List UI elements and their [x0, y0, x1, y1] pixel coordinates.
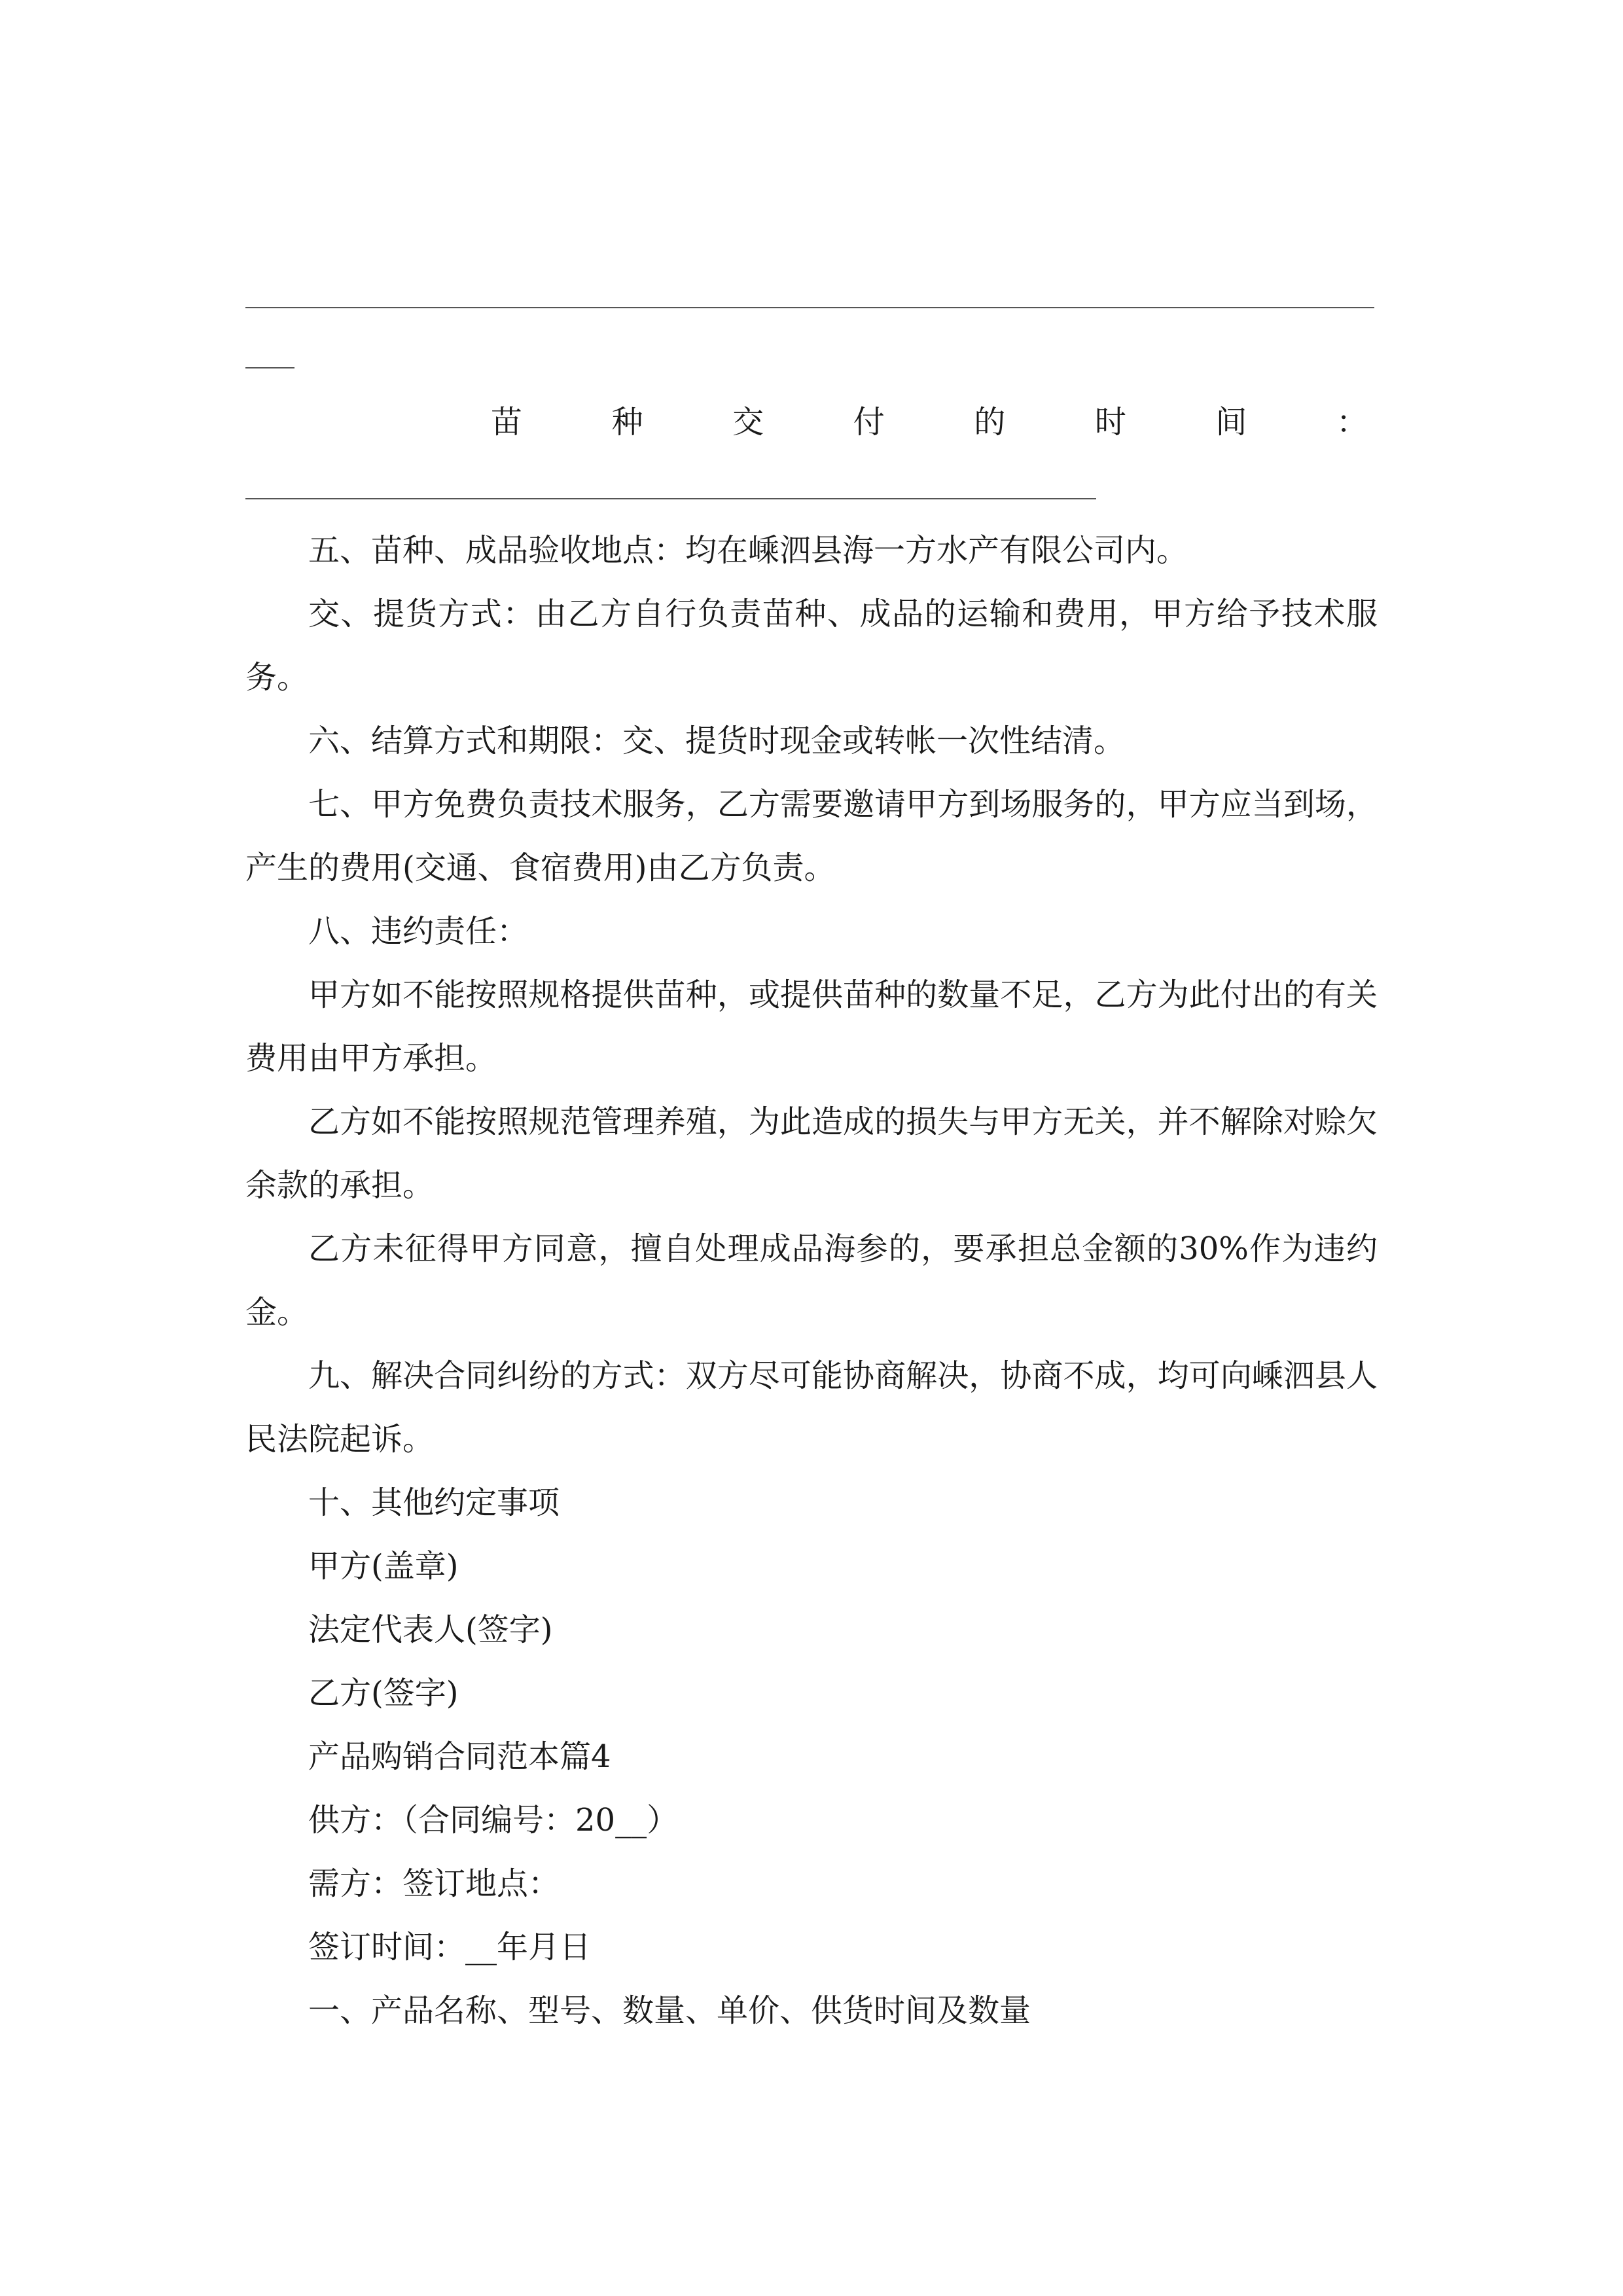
clause-inspection-location: 五、苗种、成品验收地点：均在嵊泗县海一方水产有限公司内。 [308, 532, 1188, 569]
clause-breach-heading: 八、违约责任： [308, 913, 529, 950]
clause-breach-party-b: 乙方如不能按照规范管理养殖，为此造成的损失与甲方无关，并不解除对赊欠余款的承担。 [245, 1103, 1378, 1204]
signature-legal-rep: 法定代表人(签字) [308, 1611, 553, 1648]
heading-char: ： [1336, 403, 1368, 440]
section-title-template-4: 产品购销合同范本篇4 [308, 1738, 611, 1775]
heading-char: 的 [974, 403, 1006, 440]
blank-fill-line [245, 307, 1374, 308]
heading-char: 苗 [491, 403, 523, 440]
heading-char: 种 [611, 403, 643, 440]
signing-date-line: 签订时间：__年月日 [308, 1929, 592, 1965]
delivery-time-heading [491, 396, 1368, 442]
clause-product-details: 一、产品名称、型号、数量、单价、供货时间及数量 [308, 1992, 1031, 2029]
contract-body [245, 519, 1378, 2043]
heading-char: 付 [853, 403, 885, 440]
heading-char: 交 [732, 403, 764, 440]
heading-char: 间 [1215, 403, 1247, 440]
delivery-time-fill-line [245, 498, 1096, 499]
heading-char: 时 [1094, 403, 1126, 440]
supplier-line: 供方：（合同编号：20__） [308, 1802, 679, 1839]
clause-technical-service: 七、甲方免费负责技术服务，乙方需要邀请甲方到场服务的，甲方应当到场，产生的费用(交通、食宿费用)由乙方负责。 [245, 786, 1378, 886]
clause-dispute-resolution: 九、解决合同纠纷的方式：双方尽可能协商解决，协商不成，均可向嵊泗县人民法院起诉。 [245, 1357, 1378, 1458]
buyer-line: 需方：签订地点： [308, 1865, 560, 1902]
signature-party-b: 乙方(签字) [308, 1675, 459, 1712]
clause-breach-party-a: 甲方如不能按照规格提供苗种，或提供苗种的数量不足，乙方为此付出的有关费用由甲方承担。 [245, 977, 1378, 1077]
signature-party-a: 甲方(盖章) [308, 1548, 459, 1585]
blank-fill-line-tail [245, 367, 294, 368]
clause-settlement: 六、结算方式和期限：交、提货时现金或转帐一次性结清。 [308, 723, 1126, 759]
clause-breach-penalty: 乙方未征得甲方同意，擅自处理成品海参的，要承担总金额的30%作为违约金。 [245, 1230, 1378, 1331]
clause-pickup-method: 交、提货方式：由乙方自行负责苗种、成品的运输和费用，甲方给予技术服务。 [245, 596, 1378, 696]
clause-other-matters: 十、其他约定事项 [308, 1484, 560, 1521]
